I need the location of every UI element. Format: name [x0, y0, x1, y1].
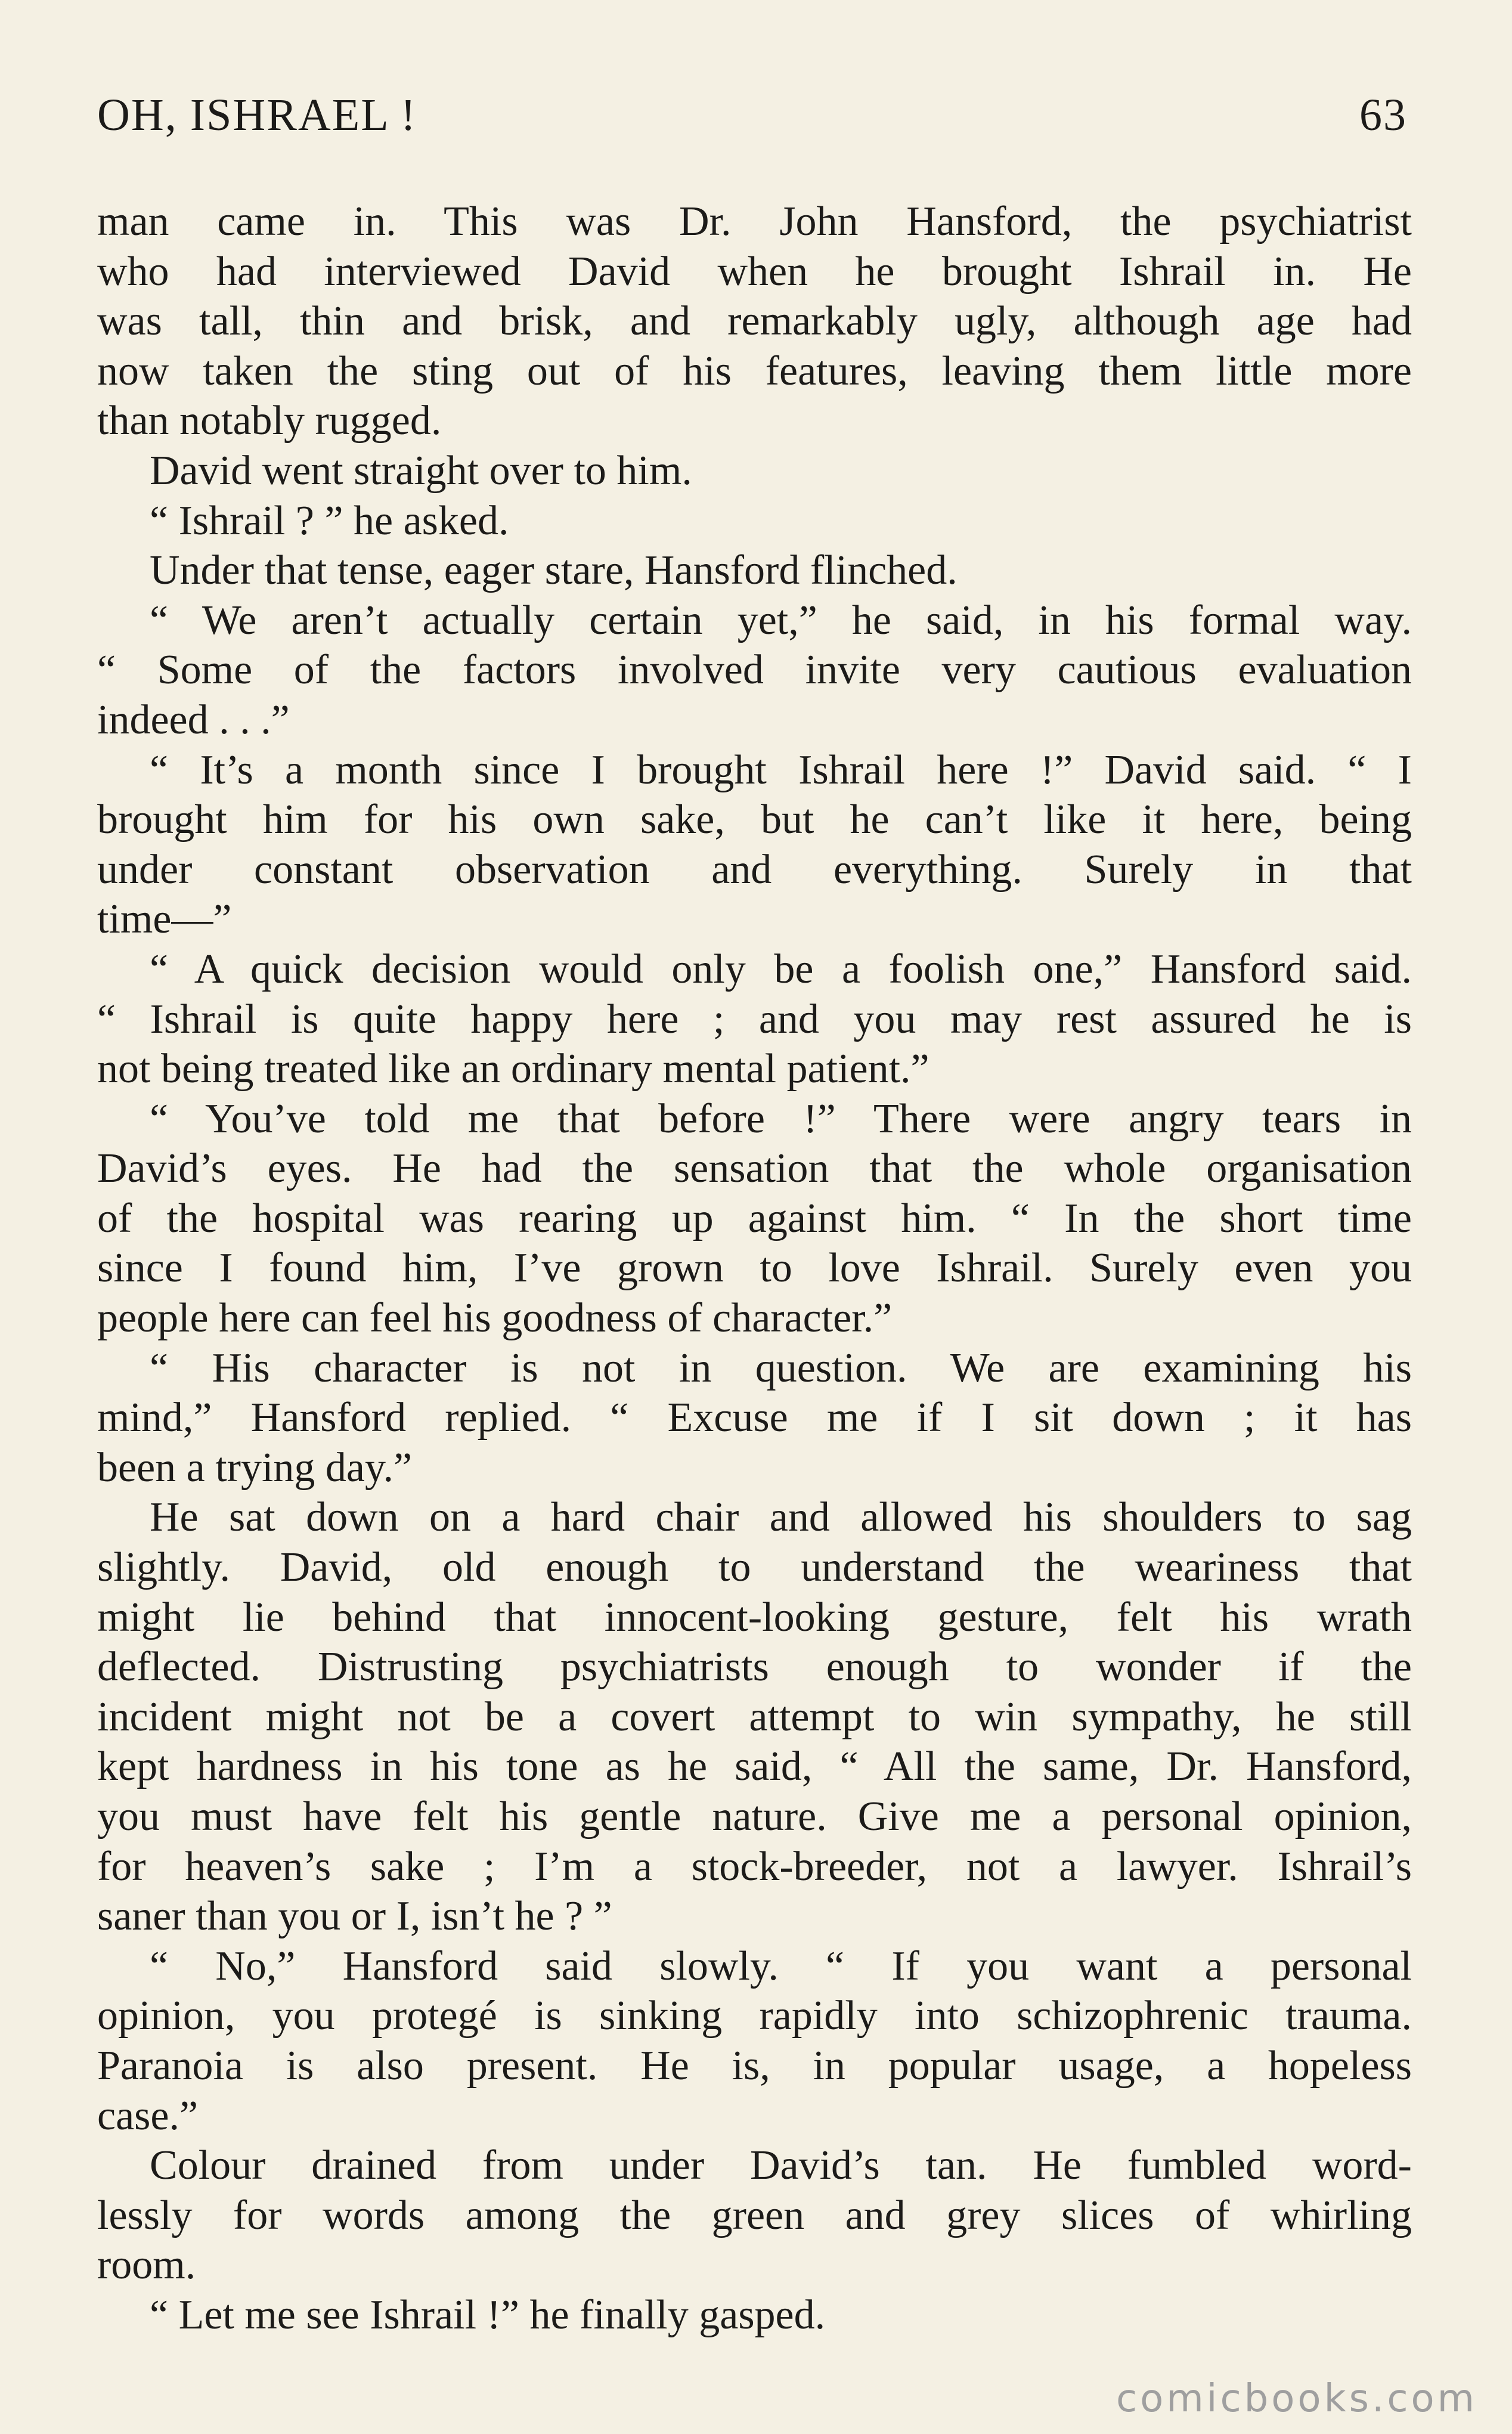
text-line: “ No,” Hansford said slowly. “ If you want a personal: [150, 1943, 1412, 1989]
text-line: of the hospital was rearing up against him. “ In the short time: [97, 1195, 1412, 1241]
text-line: opinion, you protegé is sinking rapidly into schizophrenic trauma.: [97, 1993, 1412, 2039]
text-line: “ You’ve told me that before !” There were angry tears in: [150, 1095, 1412, 1142]
text-line: brought him for his own sake, but he can’t like it here, being: [97, 797, 1412, 843]
text-line: mind,” Hansford replied. “ Excuse me if I sit down ; it has: [97, 1395, 1412, 1441]
text-line: time—”: [97, 896, 232, 943]
text-line: indeed . . .”: [97, 696, 290, 743]
text-line: man came in. This was Dr. John Hansford, the psychiatrist: [97, 199, 1412, 244]
text-line: “ Some of the factors involved invite very cautious evaluation: [97, 647, 1412, 693]
running-head: [97, 89, 1407, 149]
body-text: [97, 197, 1412, 2340]
text-line: Under that tense, eager stare, Hansford flinched.: [150, 547, 958, 594]
text-line: “ Ishrail ? ” he asked.: [150, 497, 509, 544]
text-line: was tall, thin and brisk, and remarkably ugly, although age had: [97, 298, 1412, 345]
text-line: Colour drained from under David’s tan. He fumbled word-: [150, 2142, 1412, 2189]
text-line: Paranoia is also present. He is, in popular usage, a hopeless: [97, 2042, 1412, 2089]
text-line: David went straight over to him.: [150, 447, 692, 494]
text-line: been a trying day.”: [97, 1444, 413, 1491]
watermark: comicbooks.com: [1116, 2377, 1477, 2421]
text-line: might lie behind that innocent-looking gesture, felt his wrath: [97, 1594, 1412, 1640]
text-line: than notably rugged.: [97, 398, 442, 444]
running-title: OH, ISHRAEL !: [97, 90, 417, 140]
text-line: “ Let me see Ishrail !” he finally gasped.: [150, 2291, 826, 2338]
text-line: “ We aren’t actually certain yet,” he said, in his formal way.: [150, 597, 1412, 643]
text-line: kept hardness in his tone as he said, “ All the same, Dr. Hansford,: [97, 1744, 1412, 1790]
text-line: since I found him, I’ve grown to love Ishrail. Surely even you: [97, 1245, 1412, 1292]
text-line: under constant observation and everything. Surely in that: [97, 846, 1412, 893]
text-line: “ His character is not in question. We are examining his: [150, 1345, 1412, 1391]
text-line: saner than you or I, isn’t he ? ”: [97, 1893, 612, 1940]
text-line: now taken the sting out of his features, leaving them little more: [97, 348, 1412, 394]
text-line: people here can feel his goodness of character.”: [97, 1295, 893, 1342]
text-line: deflected. Distrusting psychiatrists enough to wonder if the: [97, 1644, 1412, 1690]
text-line: for heaven’s sake ; I’m a stock-breeder, not a lawyer. Ishrail’s: [97, 1843, 1412, 1890]
text-line: who had interviewed David when he brought Ishrail in. He: [97, 248, 1412, 295]
text-line: slightly. David, old enough to understand the weariness that: [97, 1544, 1412, 1591]
page-number: 63: [1359, 90, 1407, 140]
text-line: lessly for words among the green and grey slices of whirling: [97, 2192, 1412, 2238]
text-line: case.”: [97, 2092, 199, 2139]
text-line: He sat down on a hard chair and allowed his shoulders to sag: [150, 1494, 1412, 1541]
text-line: room.: [97, 2242, 196, 2289]
text-line: “ It’s a month since I brought Ishrail here !” David said. “ I: [150, 747, 1412, 793]
text-line: incident might not be a covert attempt to win sympathy, he still: [97, 1693, 1412, 1740]
text-line: not being treated like an ordinary mental patient.”: [97, 1046, 929, 1092]
text-line: David’s eyes. He had the sensation that the whole organisation: [97, 1145, 1412, 1192]
text-line: “ Ishrail is quite happy here ; and you may rest assured he is: [97, 996, 1412, 1042]
text-line: “ A quick decision would only be a foolish one,” Hansford said.: [150, 946, 1412, 992]
text-line: you must have felt his gentle nature. Give me a personal opinion,: [97, 1794, 1412, 1840]
